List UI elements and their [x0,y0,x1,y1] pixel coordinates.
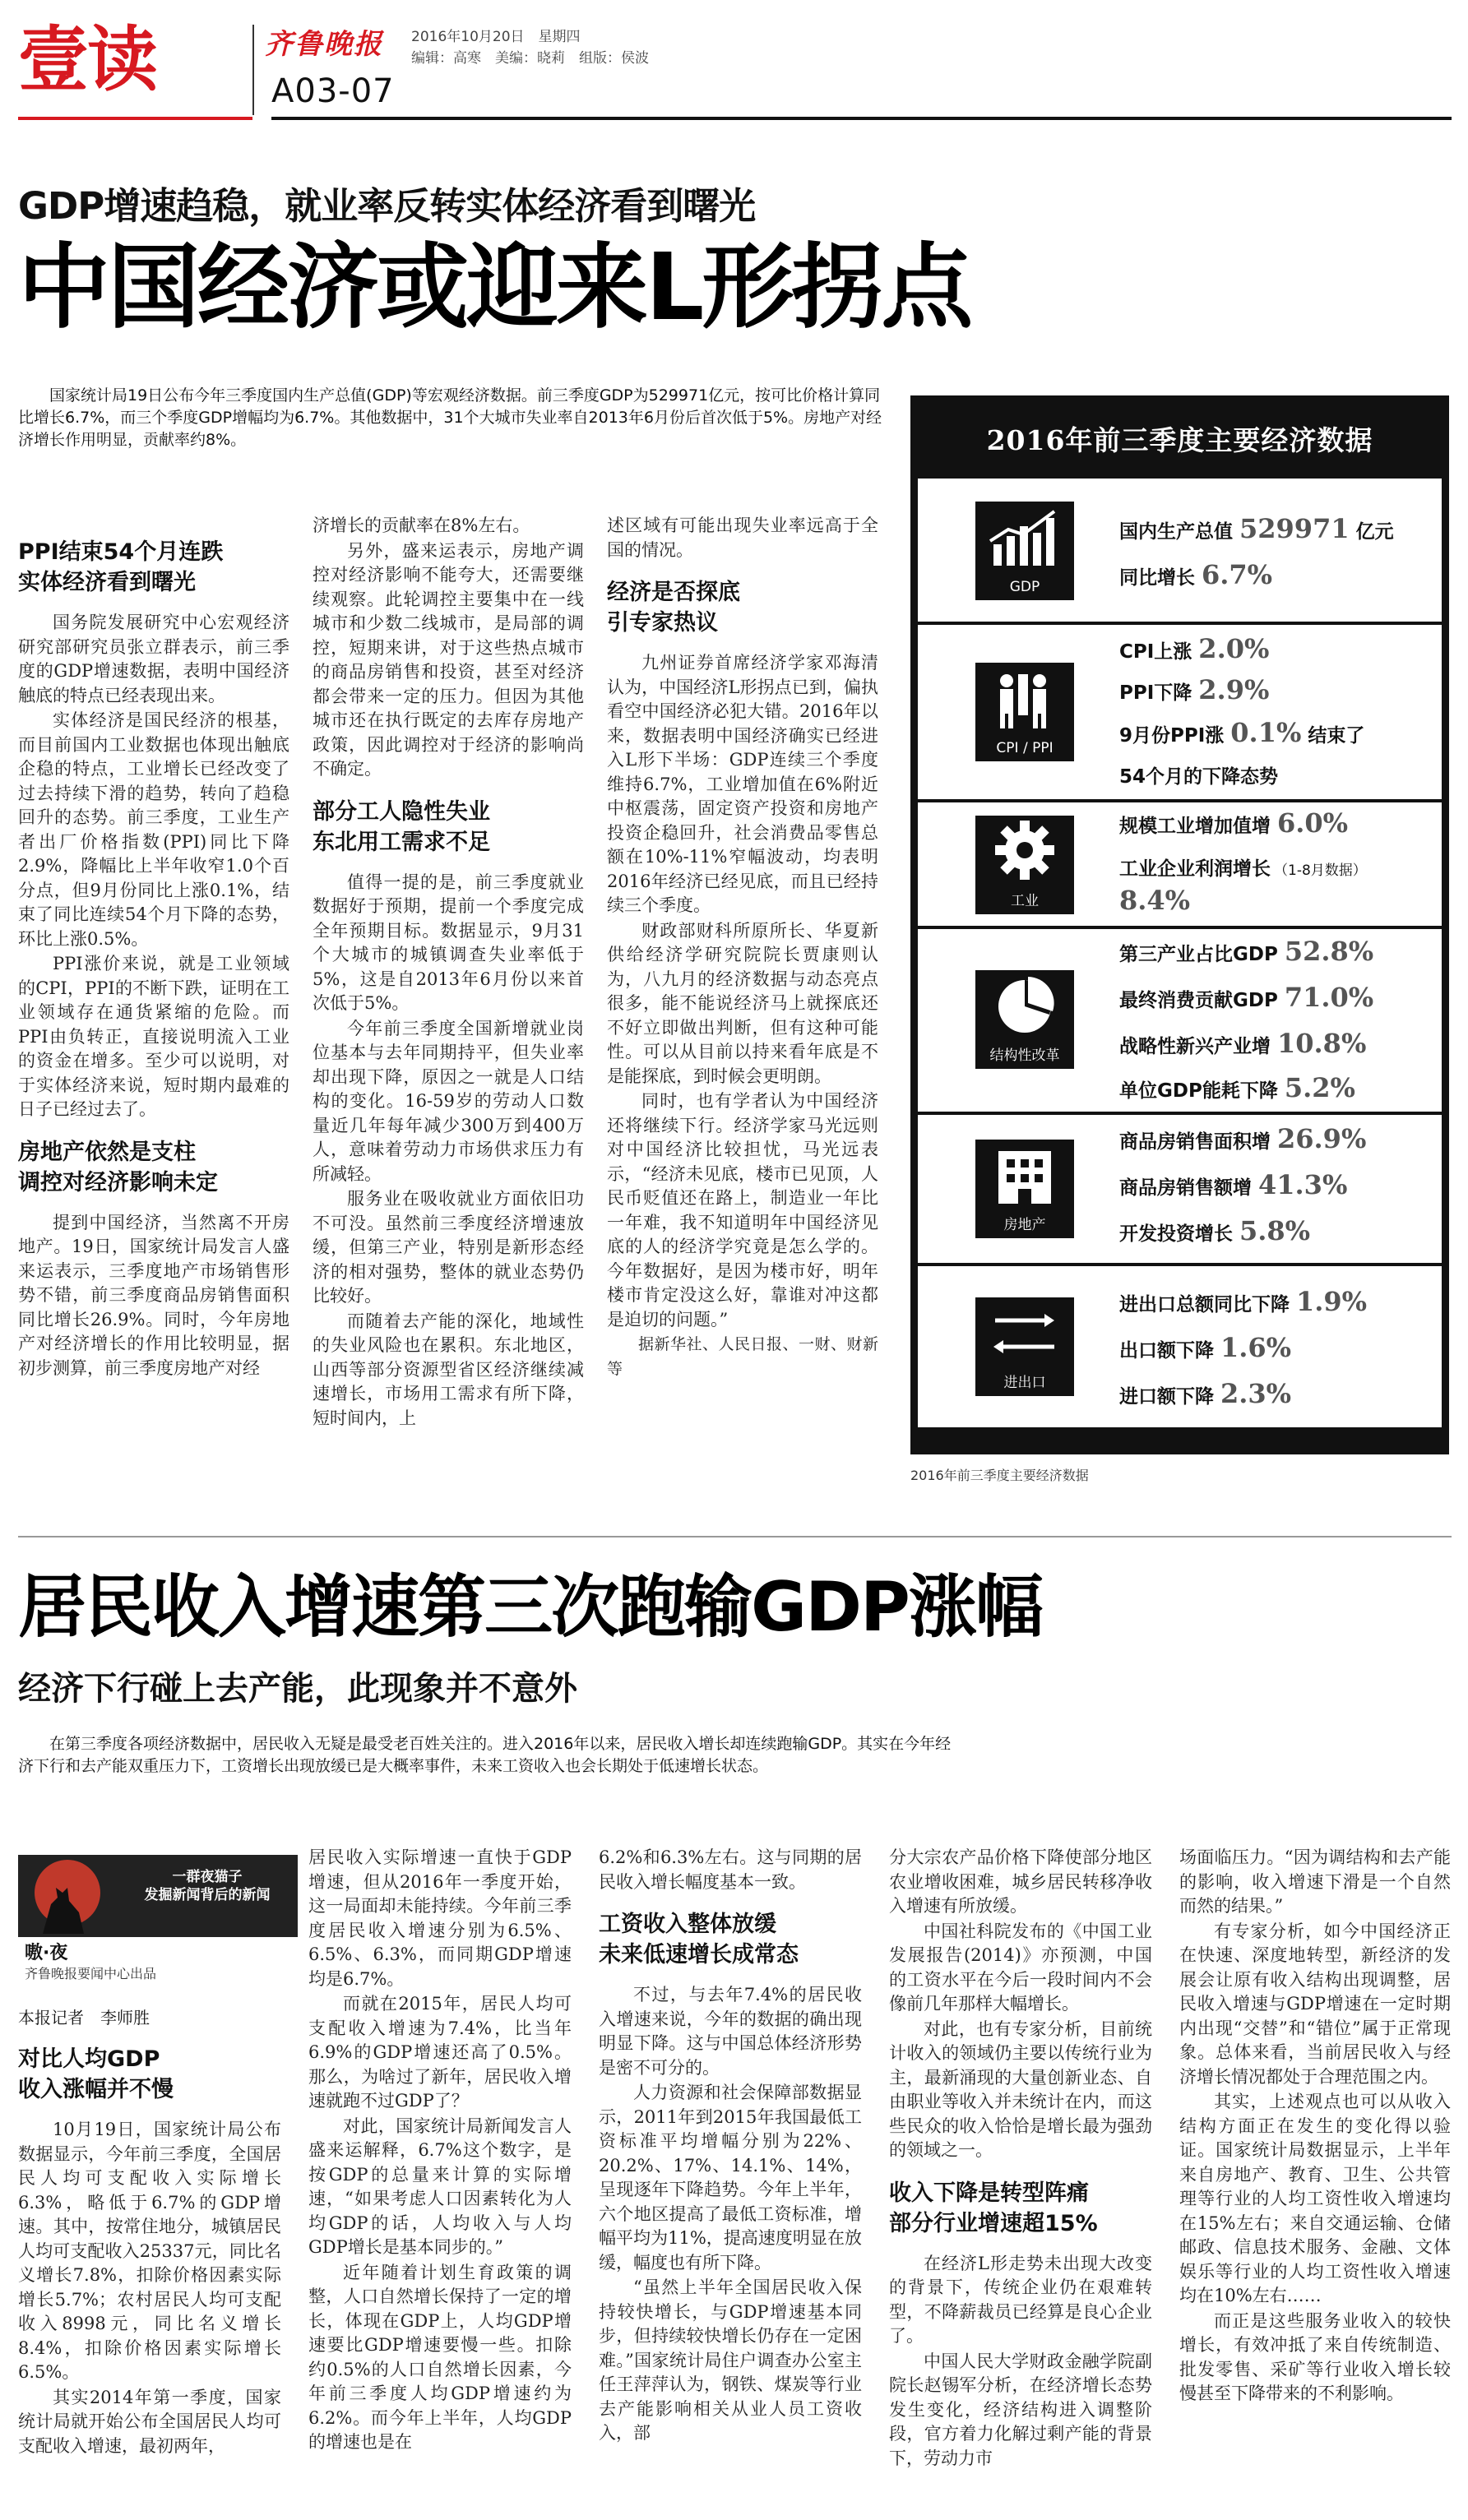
panel-caption: 2016年前三季度主要经济数据 [910,1468,1089,1483]
stat-value: 26.9% [1277,1123,1367,1154]
subheading: 工资收入整体放缓 未来低速增长成常态 [599,1912,799,1967]
stat-value: 5.2% [1284,1072,1355,1103]
source-byline: 据新华社、人民日报、一财、财新等 [607,1335,878,1378]
reporter-byline: 本报记者 李师胜 [18,2008,150,2028]
icon-label: 结构性改革 [989,1047,1060,1064]
stat-label: 战略性新兴产业增 [1119,1036,1271,1057]
paragraph: 服务业在吸收就业方面依旧功不可没。虽然前三季度经济增速放缓，但第三产业，特别是新形态经济的相对强势，整体的就业态势仍比较好。 [313,1189,584,1306]
building-icon [975,1140,1074,1238]
stat-label: 商品房销售面积增 [1119,1131,1271,1153]
stat-suffix: 结束了 [1308,725,1365,747]
paragraph: 今年前三季度全国新增就业岗位基本与去年同期持平，但失业率却出现下降，原因之一就是人口结构的变化。16-59岁的劳动人口数量近几年每年减少300万到400万人，意味着劳动力市场供求压力有所减轻。 [313,1018,584,1184]
paragraph: 同时，也有学者认为中国经济还将继续下行。经济学家马光远则对中国经济比较担忧，马光远表示，“经济未见底，楼市已见顶，人民币贬值还在路上，制造业一年比一年难，我不知道明年中国经济见底的人的经济学究竟是怎么学的。今年数据好，是因为楼市好，明年楼市肯定没这么好，靠谁对冲这都是迫切的问题。” [607,1091,878,1329]
stat-value: 41.3% [1258,1169,1348,1200]
icon-label: 进出口 [1003,1375,1046,1391]
article2-column-5 [1179,1846,1451,2512]
panel-row-import-export [918,1266,1442,1427]
paragraph: 值得一提的是，前三季度就业数据好于预期，提前一个季度完成全年预期目标。数据显示，9月31个大城市的城镇调查失业率低于5%，这是自2013年6月份以来首次低于5%。 [313,872,584,1013]
stat-line [1119,936,1373,967]
paragraph: 近年随着计划生育政策的调整，人口自然增长保持了一定的增长，体现在GDP上，人均GDP增速要比GDP增速要慢一些。扣除约0.5%的人口自然增长因素，今年前三季度人均GDP增速约为6.2%。而今年上半年，人均GDP的增速也是在 [308,2262,572,2452]
gear-icon [975,816,1074,914]
stat-line [1119,761,1278,788]
stat-value: 10.8% [1277,1028,1367,1059]
stat-label: CPI上涨 [1119,641,1192,663]
pie-chart-icon [975,970,1074,1069]
masthead-red-line [18,117,252,120]
stat-value: 2.0% [1198,633,1270,664]
panel-title: 2016年前三季度主要经济数据 [986,423,1373,456]
stat-value: 71.0% [1284,982,1374,1013]
stat-line [1119,853,1367,881]
paragraph: “虽然上半年全国居民收入保持较快增长，与GDP增速基本同步，但持续较快增长仍存在一定困难。”国家统计局住户调查办公室主任王萍萍认为，钢铁、煤炭等行业去产能影响相关从业人员工资收入，部 [599,2277,862,2443]
stat-value: 1.9% [1296,1286,1368,1317]
article2-headline: 居民收入增速第三次跑输GDP涨幅 [18,1567,1042,1647]
moon-wolf-icon [18,1855,117,1937]
stat-label: 第三产业占比GDP [1119,944,1278,965]
stat-value: 6.0% [1277,807,1349,839]
subheading: 收入下降是转型阵痛 部分行业增速超15% [889,2180,1098,2236]
article1-column-3 [607,514,878,1455]
paragraph: 居民收入实际增速一直快于GDP增速，但从2016年一季度开始，这一局面却未能持续。今年前三季度居民收入增速分别为6.5%、6.5%、6.3%，而同期GDP增速均是6.7%。 [308,1847,572,1989]
paragraph: PPI涨价来说，就是工业领域的CPI，PPI的不断下跌，证明在工业领域存在通货紧缩的危险。而PPI由负转正，直接说明流入工业的资金在增多。至少可以说明，对于实体经济来说，短时期内最难的日子已经过去了。 [18,954,289,1119]
stat-line [1119,1378,1291,1409]
paragraph: 6.2%和6.3%左右。这与同期的居民收入增长幅度基本一致。 [599,1847,862,1892]
paragraph: 中国人民大学财政金融学院副院长赵锡军分析，在经济增长态势发生变化，经济结构进入调整阶段，官方着力化解过剩产能的背景下，劳动力市 [889,2351,1152,2468]
stat-label: 规模工业增加值增 [1119,816,1271,837]
paragraph: 其实2014年第一季度，国家统计局就开始公布全国居民人均可支配收入增速，最初两年， [18,2387,281,2456]
logo-slogan: 一群夜猫子 发掘新闻背后的新闻 [144,1869,271,1903]
stat-value: 52.8% [1284,936,1374,967]
stat-label: 进口额下降 [1119,1386,1214,1408]
stat-label: 工业企业利润增长 [1119,858,1271,880]
icon-label: CPI / PPI [996,740,1054,756]
article2-kicker: 经济下行碰上去产能，此现象并不意外 [18,1670,577,1708]
section-rule [18,1536,1452,1537]
stat-line [1119,1072,1355,1103]
stat-value: 8.4% [1119,885,1191,916]
paragraph: 不过，与去年7.4%的居民收入增速来说，今年的数据的确出现明显下降。这与中国总体经济形势是密不可分的。 [599,1985,862,2078]
newspaper-name: 齐鲁晚报 [265,28,383,61]
page-number: A03-07 [271,72,395,110]
stat-line [1119,674,1269,705]
stat-line [1119,982,1373,1013]
article1-kicker: GDP增速趋稳，就业率反转实体经济看到曙光 [18,184,756,228]
paragraph: 而正是这些服务业收入的较快增长，有效冲抵了来自传统制造、批发零售、采矿等行业收入增长较慢甚至下降带来的不利影响。 [1179,2310,1451,2403]
logo-subtitle: 齐鲁晚报要闻中心出品 [25,1966,157,1981]
stat-line [1119,717,1364,748]
article2-column-4 [889,1846,1152,2512]
column-logo [18,1855,298,1937]
paragraph: 而就在2015年，居民人均可支配收入增速为7.4%，比当年6.9%的GDP增速还高了0.5%。那么，为啥过了新年，居民收入增速就跑不过GDP了？ [308,1994,572,2111]
panel-row-structural-reform [918,929,1442,1112]
subheading: 对比人均GDP 收入涨幅并不慢 [18,2046,174,2102]
paragraph: 对此，国家统计局新闻发言人盛来运解释，6.7%这个数字，是按GDP的总量来计算的实际增速，“如果考虑人口因素转化为人均GDP的话，人均收入与人均GDP增长是基本同步的。” [308,2115,572,2257]
stat-line [1119,885,1190,916]
paragraph: 中国社科院发布的《中国工业发展报告(2014)》亦预测，中国的工资水平在今后一段时间内不会像前几年那样大幅增长。 [889,1921,1152,2014]
panel-row-gdp [918,479,1442,622]
masthead-divider [252,25,254,115]
article2-column-2 [308,1846,572,2512]
paragraph: 提到中国经济，当然离不开房地产。19日，国家统计局发言人盛来运表示，三季度地产市场销售形势不错，前三季度商品房销售面积同比增长26.9%。同时，今年房地产对经济增长的作用比较明显，据初步测算，前三季度房地产对经 [18,1212,289,1378]
stat-line [1119,1286,1367,1317]
logo-name: 嗷·夜 [25,1943,68,1963]
stat-label: 国内生产总值 [1119,521,1233,543]
stat-line [1119,1215,1310,1246]
paragraph: 其实，上述观点也可以从收入结构方面正在发生的变化得以验证。国家统计局数据显示，上半年来自房地产、教育、卫生、公共管理等行业的人均工资性收入增速均在15%左右；来自交通运输、仓储邮政、信息技术服务、金融、文体娱乐等行业的人均工资性收入增速均在10%左右…… [1179,2092,1451,2305]
paragraph: 而随着去产能的深化，地域性的失业风险也在累积。东北地区，山西等部分资源型省区经济继续减速增长，市场用工需求有所下降，短时间内，上 [313,1311,584,1428]
paragraph: 济增长的贡献率在8%左右。 [313,516,530,535]
subheading: 房地产依然是支柱 调控对经济影响未定 [18,1139,218,1195]
paragraph: 人力资源和社会保障部数据显示，2011年到2015年我国最低工资标准平均增幅分别为22%、20.2%、17%、14.1%、14%，呈现逐年下降趋势。今年上半年，六个地区提高了最低工资标准，增幅平均为11%，提高速度明显在放缓，幅度也有所下降。 [599,2083,862,2273]
article1-column-1 [18,514,289,1455]
stat-label: 出口额下降 [1119,1340,1214,1362]
subheading: PPI结束54个月连跌 实体经济看到曙光 [18,539,224,595]
stat-line [1119,1028,1366,1059]
icon-label: 房地产 [1003,1217,1046,1233]
section-title: 壹读 [18,19,156,101]
stat-line [1119,1332,1291,1363]
article1-headline: 中国经济或迎来L形拐点 [18,234,971,341]
stat-value: 2.3% [1220,1378,1292,1409]
stat-value: 5.8% [1239,1215,1311,1246]
paragraph: 国务院发展研究中心宏观经济研究部研究员张立群表示，前三季度的GDP增速数据，表明中国经济触底的特点已经表现出来。 [18,613,289,705]
stat-line [1119,1123,1366,1154]
stat-label: 54个月的下降态势 [1119,766,1279,788]
stat-value: 0.1% [1230,717,1302,748]
panel-row-industry [918,802,1442,926]
stat-value: 1.6% [1220,1332,1292,1363]
paragraph: 10月19日，国家统计局公布数据显示，今年前三季度，全国居民人均可支配收入实际增长6.3%，略低于6.7%的GDP增速。其中，按常住地分，城镇居民人均可支配收入25337元，同比名义增长7.8%，扣除价格因素实际增长5.7%；农村居民人均可支配收入8998元，同比名义增长8.4%，扣除价格因素实际增长6.5%。 [18,2120,281,2382]
paragraph: 另外，盛来运表示，房地产调控对经济影响不能夸大，还需要继续观察。此轮调控主要集中在一线城市和少数二线城市，是局部的调控，短期来讲，对于这些热点城市的商品房销售和投资，甚至对经济都会带来一定的压力。但因为其他城市还在执行既定的去库存房地产政策，因此调控对于经济的影响尚不确定。 [313,540,584,779]
issue-date: 2016年10月20日 星期四 [411,29,581,45]
stat-label: 最终消费贡献GDP [1119,990,1278,1011]
paragraph: 财政部财科所原所长、华夏新供给经济学研究院院长贾康则认为，八九月的经济数据与动态亮点很多，能不能说经济马上就探底还不好立即做出判断，但有这种可能性。可以从目前以持来看年底是不是能探底，到时候会更明朗。 [607,920,878,1086]
stat-label: 开发投资增长 [1119,1223,1233,1245]
stat-note: （1-8月数据） [1274,862,1367,879]
stat-line [1119,559,1272,590]
subheading: 经济是否探底 引专家热议 [607,580,740,636]
panel-row-cpi-ppi [918,625,1442,799]
import-export-arrows-icon [975,1297,1074,1396]
stat-line [1119,633,1269,664]
stat-value: 2.9% [1198,674,1270,705]
stat-label: 单位GDP能耗下降 [1119,1080,1278,1102]
article1-lead: 国家统计局19日公布今年三季度国内生产总值(GDP)等宏观经济数据。前三季度GDP为529971亿元，按可比价格计算同比增长6.7%，而三个季度GDP增幅均为6.7%。其他数据中，31个大城市失业率自2013年6月份后首次低于5%。房地产对经济增长作用明显，贡献率约8%。 [18,386,882,449]
stat-line [1119,807,1348,839]
stat-unit: 亿元 [1355,521,1394,543]
stat-value: 6.7% [1202,559,1273,590]
gdp-chart-icon [975,502,1074,600]
stat-value: 529971 [1239,513,1350,544]
stat-label: 商品房销售额增 [1119,1177,1252,1199]
paragraph: 场面临压力。“因为调结构和去产能的影响，收入增速下滑是一个自然而然的结果。” [1179,1847,1451,1916]
article2-lead: 在第三季度各项经济数据中，居民收入无疑是最受老百姓关注的。进入2016年以来，居民收入增长却连续跑输GDP。其实在今年经济下行和去产能双重压力下，工资增长出现放缓已是大概率事件，未来工资收入也会长期处于低速增长状态。 [18,1735,952,1775]
panel-row-real-estate [918,1115,1442,1263]
economic-data-panel [910,395,1449,1454]
paragraph: 九州证券首席经济学家邓海清认为，中国经济L形拐点已到，偏执看空中国经济必犯大错。2016年以来，数据表明中国经济确实已经进入L形下半场：GDP连续三个季度维持6.7%，工业增加值在6%附近中枢震荡，固定资产投资和房地产投资企稳回升，社会消费品零售总额在10%-11%窄幅波动，均表明2016年经济已经见底，而且已经持续三个季度。 [607,653,878,915]
editor-credits: 编辑：高寒 美编：晓莉 组版：侯波 [411,50,649,67]
paragraph: 在经济L形走势未出现大改变的背景下，传统企业仍在艰难转型，不降薪裁员已经算是良心企业了。 [889,2253,1152,2346]
paragraph: 述区域有可能出现失业率远高于全国的情况。 [607,516,878,560]
icon-label: GDP [1009,579,1040,595]
paragraph: 实体经济是国民经济的根基，而目前国内工业数据也体现出触底企稳的特点，工业增长已经改变了过去持续下滑的趋势，转向了趋稳回升的态势。前三季度，工业生产者出厂价格指数(PPI)同比下降2.9%，降幅比上半年收窄1.0个百分点，但9月份同比上涨0.1%，结束了同比连续54个月下降的态势，环比上涨0.5%。 [18,710,289,949]
cpi-ppi-people-icon [975,663,1074,761]
stat-label: 9月份PPI涨 [1119,725,1225,747]
article1-column-2 [313,514,584,1455]
stat-label: PPI下降 [1119,682,1192,704]
article2-column-1 [18,2039,281,2512]
icon-label: 工业 [1011,893,1039,909]
stat-line [1119,1169,1347,1200]
stat-label: 同比增长 [1119,567,1195,589]
masthead-rule [271,117,1452,120]
paragraph: 分大宗农产品价格下降使部分地区农业增收困难，城乡居民转移净收入增速有所放缓。 [889,1847,1152,1916]
subheading: 部分工人隐性失业 东北用工需求不足 [313,798,490,855]
article2-column-3 [599,1846,862,2512]
paragraph: 有专家分析，如今中国经济正在快速、深度地转型，新经济的发展会让原有收入结构出现调整，居民收入增速与GDP增速在一定时期内出现“交替”和“错位”属于正常现象。总体来看，当前居民收入与经济增长情况都处于合理范围之内。 [1179,1921,1451,2087]
stat-label: 进出口总额同比下降 [1119,1294,1290,1315]
stat-line [1119,513,1394,544]
paragraph: 对此，也有专家分析，目前统计收入的领域仍主要以传统行业为主，最新涌现的大量创新业态、自由职业等收入并未统计在内，而这些民众的收入恰恰是增长最为强劲的领域之一。 [889,2018,1152,2160]
